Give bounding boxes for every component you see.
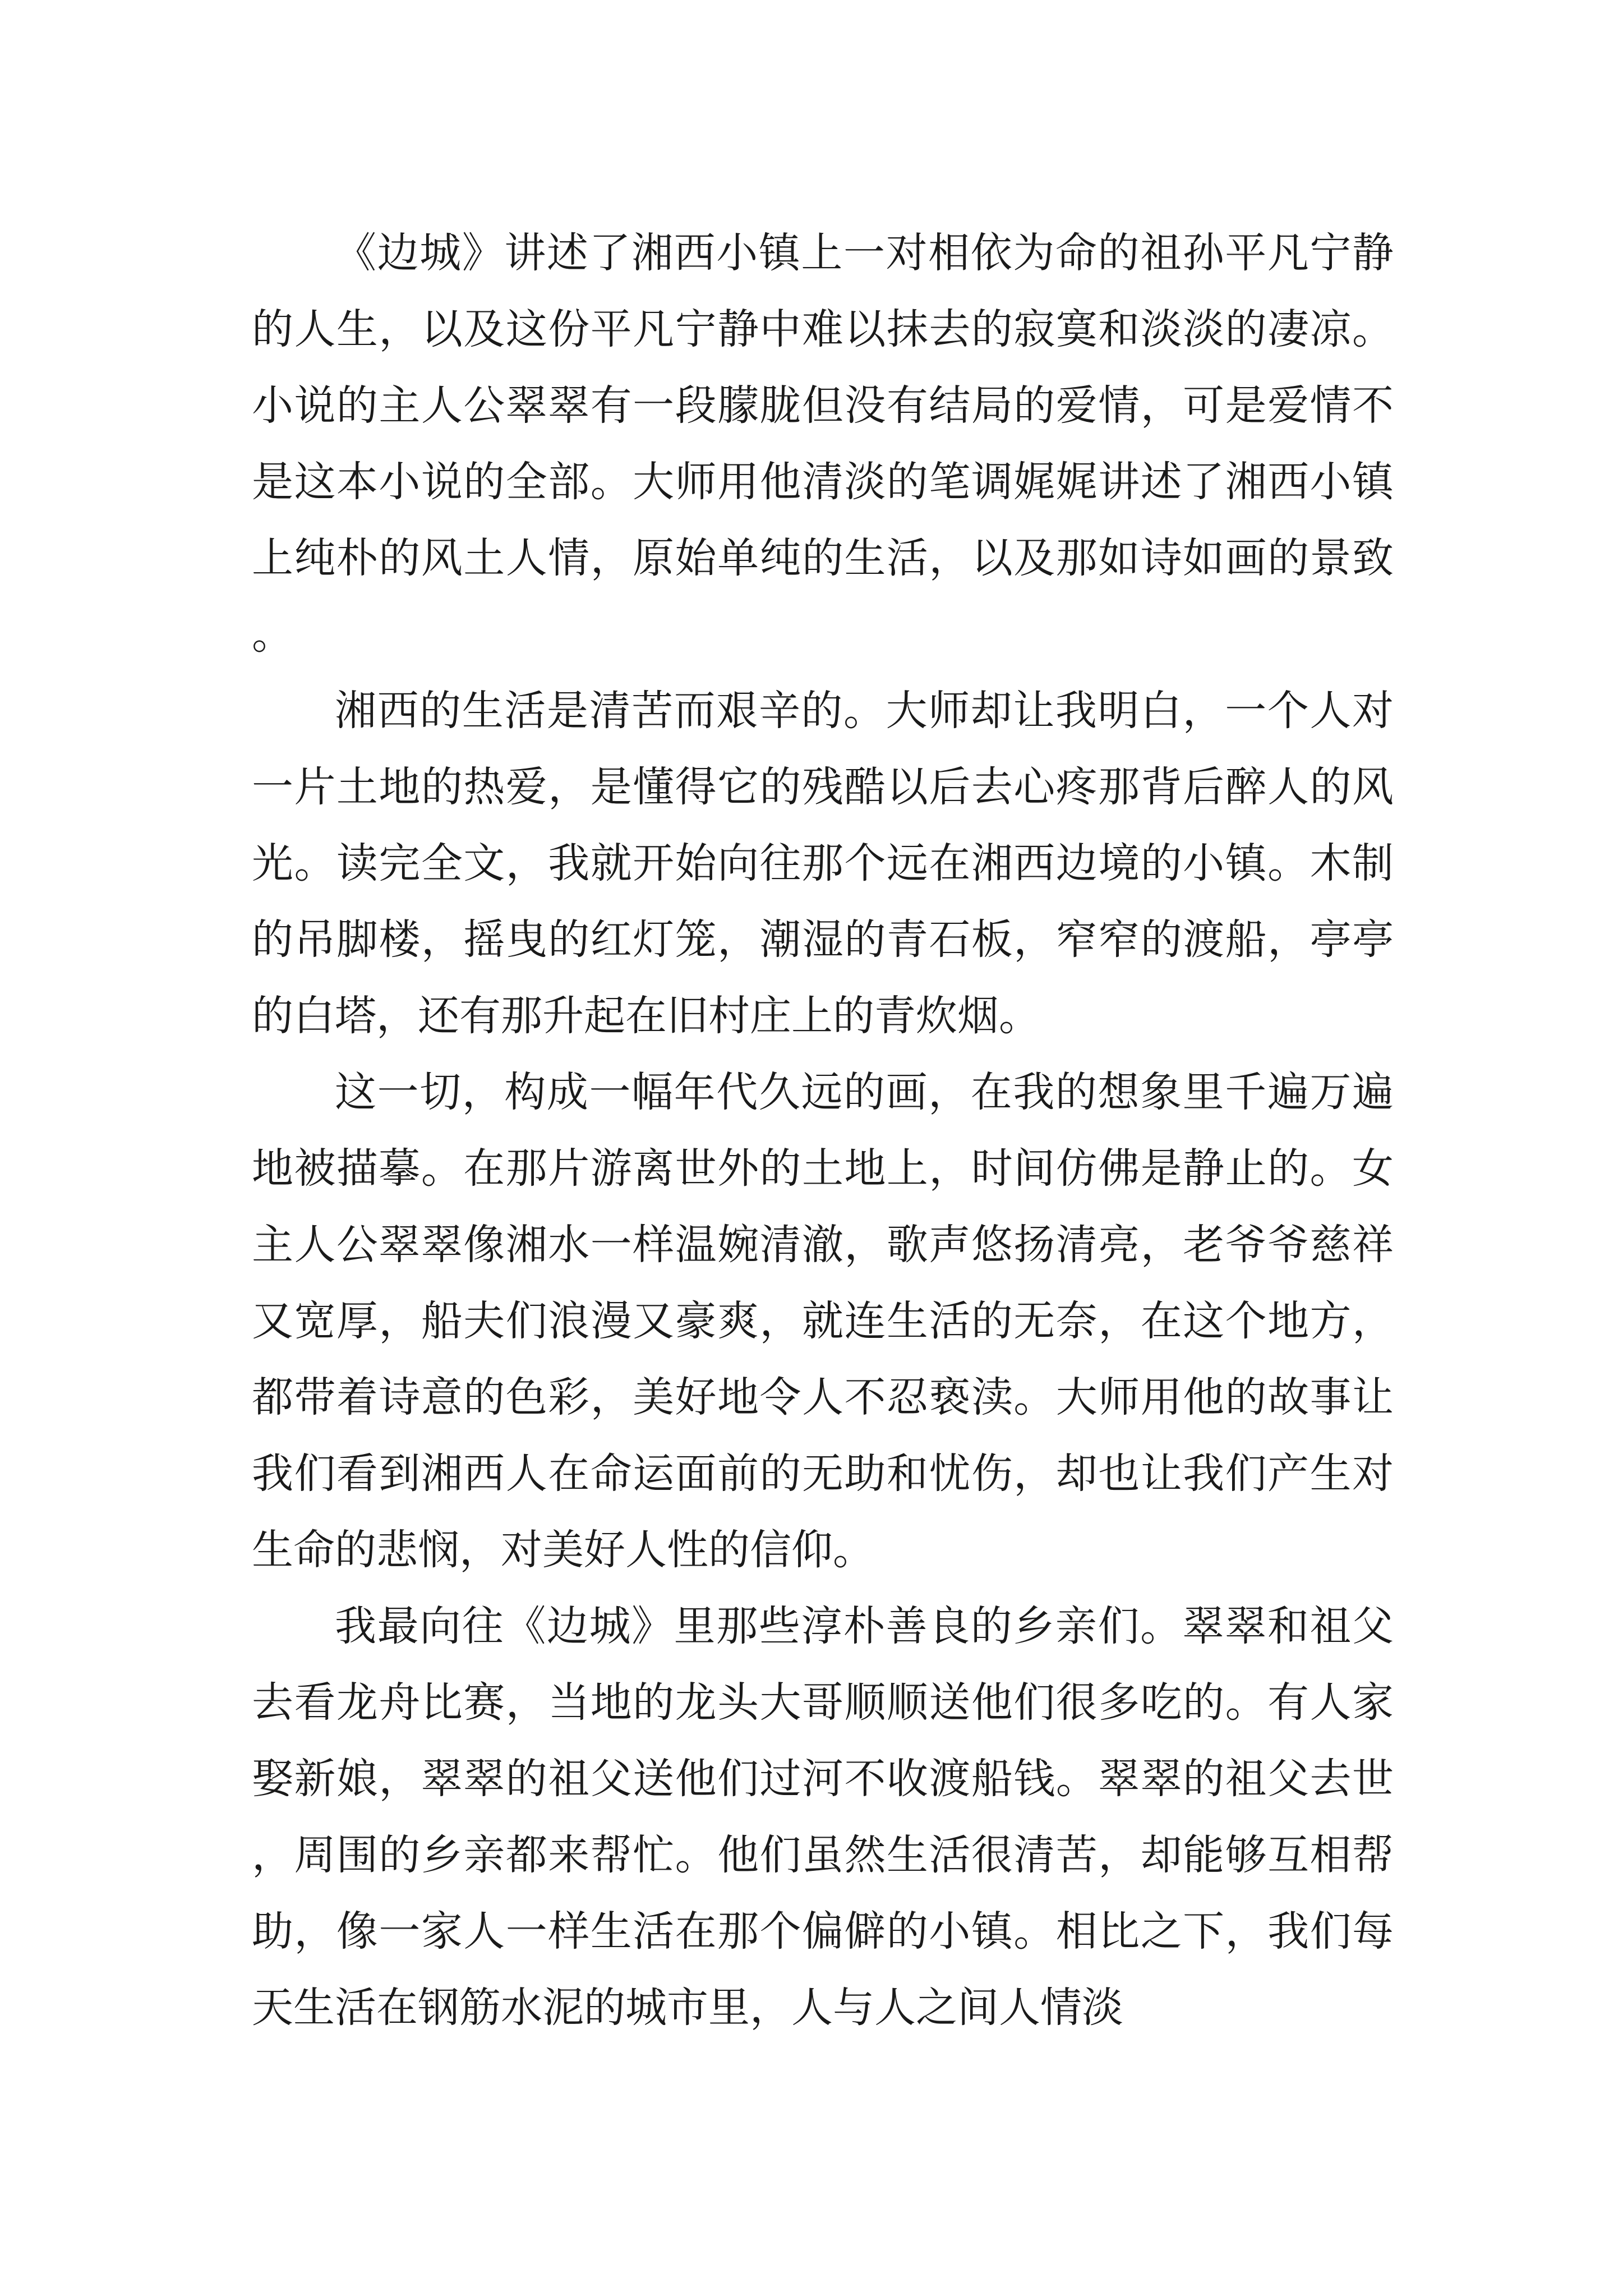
- paragraph-2: 湘西的生活是清苦而艰辛的。大师却让我明白，一个人对一片土地的热爱，是懂得它的残酷以后去心疼那背后醉人的风光。读完全文，我就开始向往那个远在湘西边境的小镇。木制的吊脚楼，摇曳的红灯笼，潮湿的青石板，窄窄的渡船，亭亭的白塔，还有那升起在旧村庄上的青炊烟。: [252, 687, 1394, 1040]
- paragraph-4: 我最向往《边城》里那些淳朴善良的乡亲们。翠翠和祖父去看龙舟比赛，当地的龙头大哥顺顺送他们很多吃的。有人家娶新娘，翠翠的祖父送他们过河不收渡船钱。翠翠的祖父去世，周围的乡亲都来帮忙。他们虽然生活很清苦，却能够互相帮助，像一家人一样生活在那个偏僻的小镇。相比之下，我们每天生活在钢筋水泥的城市里，人与人之间人情淡: [252, 1602, 1394, 2032]
- paragraph-3: 这一切，构成一幅年代久远的画，在我的想象里千遍万遍地被描摹。在那片游离世外的土地上，时间仿佛是静止的。女主人公翠翠像湘水一样温婉清澈，歌声悠扬清亮，老爷爷慈祥又宽厚，船夫们浪漫又豪爽，就连生活的无奈，在这个地方，都带着诗意的色彩，美好地令人不忍亵渎。大师用他的故事让我们看到湘西人在命运面前的无助和忧伤，却也让我们产生对生命的悲悯，对美好人性的信仰。: [252, 1068, 1394, 1574]
- body-text: [252, 215, 1394, 2046]
- paragraph-1: 《边城》讲述了湘西小镇上一对相依为命的祖孙平凡宁静的人生，以及这份平凡宁静中难以抹去的寂寞和淡淡的凄凉。小说的主人公翠翠有一段朦胧但没有结局的爱情，可是爱情不是这本小说的全部。大师用他清淡的笔调娓娓讲述了湘西小镇上纯朴的风土人情，原始单纯的生活，以及那如诗如画的景致。: [252, 229, 1394, 659]
